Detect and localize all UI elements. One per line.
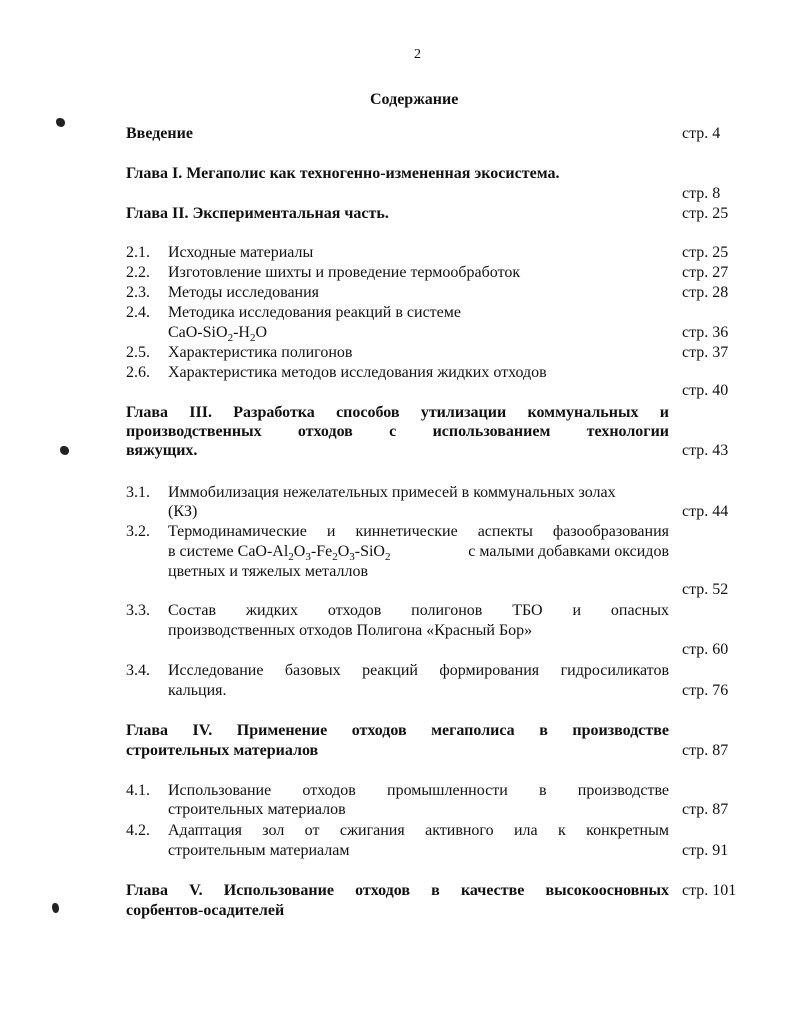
- toc-section-2-6-num: 2.6.: [126, 364, 150, 381]
- toc-section-3-2-num: 3.2.: [126, 523, 150, 540]
- toc-chapter-1-page: стр. 8: [682, 185, 721, 202]
- toc-section-2-2-num: 2.2.: [126, 264, 150, 281]
- scan-mark: [56, 118, 65, 127]
- toc-section-3-2-page: стр. 52: [682, 581, 729, 598]
- toc-section-3-1-num: 3.1.: [126, 484, 150, 501]
- toc-section-2-5-label: Характеристика полигонов: [168, 344, 353, 361]
- toc-section-3-1-line2: (КЗ): [168, 503, 198, 520]
- toc-section-3-3-line2: производственных отходов Полигона «Красный Бор»: [168, 622, 533, 639]
- toc-section-2-4-page: стр. 36: [682, 324, 729, 341]
- toc-section-2-1-page: стр. 25: [682, 244, 729, 261]
- toc-chapter-3-line1: Глава III. Разработка способов утилизации коммунальных и: [126, 404, 669, 421]
- toc-section-2-4-num: 2.4.: [126, 304, 150, 321]
- toc-section-2-3-label: Методы исследования: [168, 284, 320, 301]
- toc-section-2-6-label: Характеристика методов исследования жидких отходов: [168, 364, 547, 381]
- toc-chapter-4-line2: строительных материалов: [126, 742, 319, 759]
- toc-section-4-2-num: 4.2.: [126, 822, 150, 839]
- toc-section-2-1-num: 2.1.: [126, 244, 150, 261]
- toc-chapter-3-line2: производственных отходов с использованием технологии: [126, 423, 669, 440]
- toc-section-3-4-line1: Исследование базовых реакций формирования гидросиликатов: [168, 662, 669, 679]
- toc-chapter-2-label: Глава II. Экспериментальная часть.: [126, 205, 389, 222]
- page-number: 2: [414, 47, 421, 62]
- toc-section-2-2-label: Изготовление шихты и проведение термообработок: [168, 264, 521, 281]
- toc-section-2-5-page: стр. 37: [682, 344, 729, 361]
- toc-section-4-1-num: 4.1.: [126, 782, 150, 799]
- toc-chapter-4-line1: Глава IV. Применение отходов мегаполиса в производстве: [126, 722, 669, 739]
- toc-section-2-5-num: 2.5.: [126, 344, 150, 361]
- toc-intro-label: Введение: [126, 125, 193, 142]
- page-title: Содержание: [370, 91, 459, 108]
- toc-section-4-1-line1: Использование отходов промышленности в производстве: [168, 782, 669, 799]
- toc-section-2-4-label: Методика исследования реакций в системе: [168, 304, 461, 321]
- toc-section-3-3-num: 3.3.: [126, 602, 150, 619]
- toc-section-3-4-page: стр. 76: [682, 682, 729, 699]
- toc-section-3-3-line1: Состав жидких отходов полигонов ТБО и опасных: [168, 602, 669, 619]
- toc-section-2-4-formula: CaO-$SiO_2-H_2O$: [168, 324, 268, 345]
- toc-section-2-3-num: 2.3.: [126, 284, 150, 301]
- toc-intro-page: стр. 4: [682, 125, 721, 142]
- toc-section-2-2-page: стр. 27: [682, 264, 729, 281]
- toc-section-4-2-line1: Адаптация зол от сжигания активного ила к конкретным: [168, 822, 669, 839]
- toc-chapter-4-page: стр. 87: [682, 742, 729, 759]
- toc-section-3-2-line1: Термодинамические и киннетические аспекты фазообразования: [168, 523, 669, 540]
- toc-section-3-4-line2: кальция.: [168, 682, 227, 699]
- toc-chapter-5-line1: Глава V. Использование отходов в качестве высокоосновных: [126, 882, 669, 899]
- toc-section-3-1-line1: Иммобилизация нежелательных примесей в коммунальных золах: [168, 484, 616, 501]
- toc-section-2-1-label: Исходные материалы: [168, 244, 314, 261]
- toc-section-3-1-page: стр. 44: [682, 503, 729, 520]
- toc-section-3-3-page: стр. 60: [682, 641, 729, 658]
- toc-chapter-2-page: стр. 25: [682, 205, 729, 222]
- toc-chapter-5-page: стр. 101: [682, 882, 737, 899]
- scan-mark: [52, 903, 59, 913]
- toc-section-3-4-num: 3.4.: [126, 662, 150, 679]
- toc-section-4-2-line2: строительным материалам: [168, 842, 350, 859]
- toc-section-2-6-page: стр. 40: [682, 382, 729, 399]
- toc-section-4-1-line2: строительных материалов: [168, 801, 346, 818]
- toc-chapter-1-label: Глава I. Мегаполис как техногенно-измененная экосистема.: [126, 165, 560, 182]
- toc-chapter-3-line3: вяжущих.: [126, 442, 198, 459]
- toc-chapter-5-line2: сорбентов-осадителей: [126, 902, 285, 919]
- scan-mark: [60, 446, 69, 455]
- toc-section-4-1-page: стр. 87: [682, 801, 729, 818]
- toc-section-3-2-line2: в системе CaO-$Al_2O_3-Fe_2O_3-SiO_2$ с малыми добавками оксидов: [168, 543, 669, 564]
- toc-section-2-3-page: стр. 28: [682, 284, 729, 301]
- toc-section-3-2-line3: цветных и тяжелых металлов: [168, 563, 368, 580]
- toc-chapter-3-page: стр. 43: [682, 442, 729, 459]
- toc-section-4-2-page: стр. 91: [682, 842, 729, 859]
